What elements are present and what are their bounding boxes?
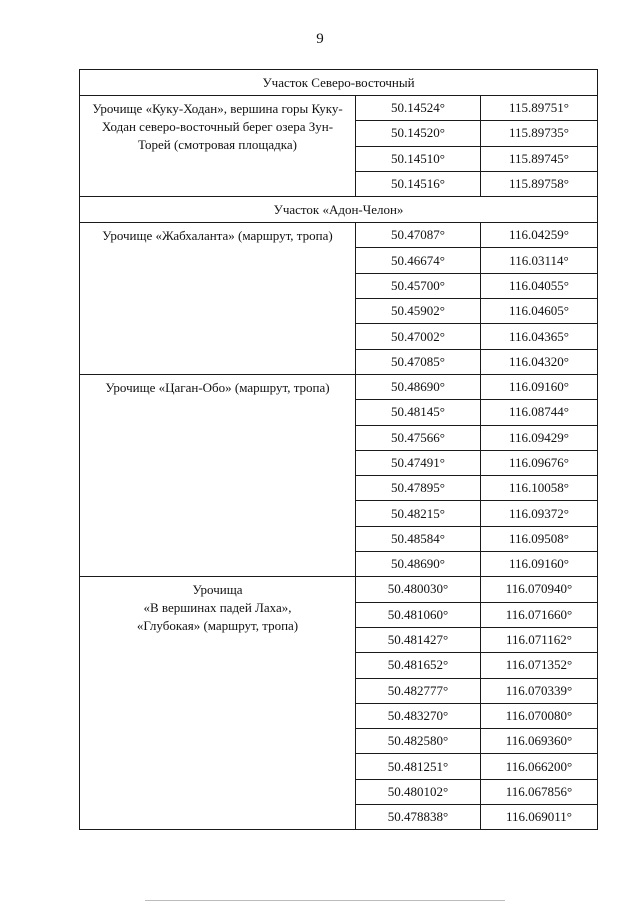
latitude-cell: 50.481427° — [356, 627, 481, 652]
longitude-cell: 116.069360° — [481, 729, 598, 754]
longitude-cell: 116.04320° — [481, 349, 598, 374]
longitude-cell: 116.04605° — [481, 299, 598, 324]
latitude-cell: 50.47087° — [356, 223, 481, 248]
longitude-cell: 116.09160° — [481, 552, 598, 577]
longitude-cell: 116.09508° — [481, 526, 598, 551]
coordinate-row — [80, 223, 598, 248]
section-title: Участок Северо-восточный — [80, 70, 598, 96]
place-name: Урочище «Цаган-Обо» (маршрут, тропа) — [80, 374, 356, 576]
longitude-cell: 116.071660° — [481, 602, 598, 627]
longitude-cell: 115.89735° — [481, 121, 598, 146]
latitude-cell: 50.14524° — [356, 96, 481, 121]
latitude-cell: 50.48215° — [356, 501, 481, 526]
latitude-cell: 50.481652° — [356, 653, 481, 678]
section-header-row — [80, 70, 598, 96]
place-name: Урочище «Куку-Ходан», вершина горы Куку-Ходан северо-восточный берег озера Зун-Торей (смотровая площадка) — [80, 96, 356, 197]
longitude-cell: 116.070940° — [481, 577, 598, 602]
longitude-cell: 116.09429° — [481, 425, 598, 450]
latitude-cell: 50.48584° — [356, 526, 481, 551]
longitude-cell: 116.071162° — [481, 627, 598, 652]
longitude-cell: 116.069011° — [481, 805, 598, 830]
longitude-cell: 116.04259° — [481, 223, 598, 248]
coordinate-row — [80, 96, 598, 121]
longitude-cell: 116.04055° — [481, 273, 598, 298]
longitude-cell: 116.070339° — [481, 678, 598, 703]
section-header-row — [80, 197, 598, 223]
place-name: Урочище «Жабхаланта» (маршрут, тропа) — [80, 223, 356, 375]
longitude-cell: 116.10058° — [481, 476, 598, 501]
longitude-cell: 116.066200° — [481, 754, 598, 779]
longitude-cell: 116.08744° — [481, 400, 598, 425]
place-name — [80, 577, 356, 830]
longitude-cell: 115.89751° — [481, 96, 598, 121]
latitude-cell: 50.45902° — [356, 299, 481, 324]
longitude-cell: 116.067856° — [481, 779, 598, 804]
latitude-cell: 50.482777° — [356, 678, 481, 703]
page-number: 9 — [316, 31, 324, 47]
latitude-cell: 50.483270° — [356, 703, 481, 728]
latitude-cell: 50.45700° — [356, 273, 481, 298]
latitude-cell: 50.480102° — [356, 779, 481, 804]
section-title: Участок «Адон-Челон» — [80, 197, 598, 223]
latitude-cell: 50.47085° — [356, 349, 481, 374]
latitude-cell: 50.47491° — [356, 450, 481, 475]
longitude-cell: 115.89745° — [481, 146, 598, 171]
longitude-cell: 116.09676° — [481, 450, 598, 475]
place-name-line: «В вершинах падей Лаха», — [143, 600, 292, 616]
longitude-cell: 116.09372° — [481, 501, 598, 526]
latitude-cell: 50.48145° — [356, 400, 481, 425]
latitude-cell: 50.46674° — [356, 248, 481, 273]
latitude-cell: 50.14510° — [356, 146, 481, 171]
latitude-cell: 50.481251° — [356, 754, 481, 779]
longitude-cell: 116.03114° — [481, 248, 598, 273]
latitude-cell: 50.48690° — [356, 552, 481, 577]
latitude-cell: 50.14516° — [356, 171, 481, 196]
latitude-cell: 50.47895° — [356, 476, 481, 501]
longitude-cell: 116.09160° — [481, 374, 598, 399]
scan-edge-line — [145, 900, 505, 901]
coordinates-table — [79, 69, 598, 830]
latitude-cell: 50.48690° — [356, 374, 481, 399]
latitude-cell: 50.47566° — [356, 425, 481, 450]
latitude-cell: 50.480030° — [356, 577, 481, 602]
longitude-cell: 116.04365° — [481, 324, 598, 349]
coordinate-row — [80, 577, 598, 602]
longitude-cell: 116.071352° — [481, 653, 598, 678]
longitude-cell: 115.89758° — [481, 171, 598, 196]
longitude-cell: 116.070080° — [481, 703, 598, 728]
latitude-cell: 50.14520° — [356, 121, 481, 146]
latitude-cell: 50.47002° — [356, 324, 481, 349]
coordinate-row — [80, 374, 598, 399]
latitude-cell: 50.482580° — [356, 729, 481, 754]
place-name-line: Урочища — [192, 582, 243, 598]
coordinates-table-body — [80, 70, 598, 830]
latitude-cell: 50.481060° — [356, 602, 481, 627]
place-name-line: «Глубокая» (маршрут, тропа) — [136, 618, 299, 634]
latitude-cell: 50.478838° — [356, 805, 481, 830]
